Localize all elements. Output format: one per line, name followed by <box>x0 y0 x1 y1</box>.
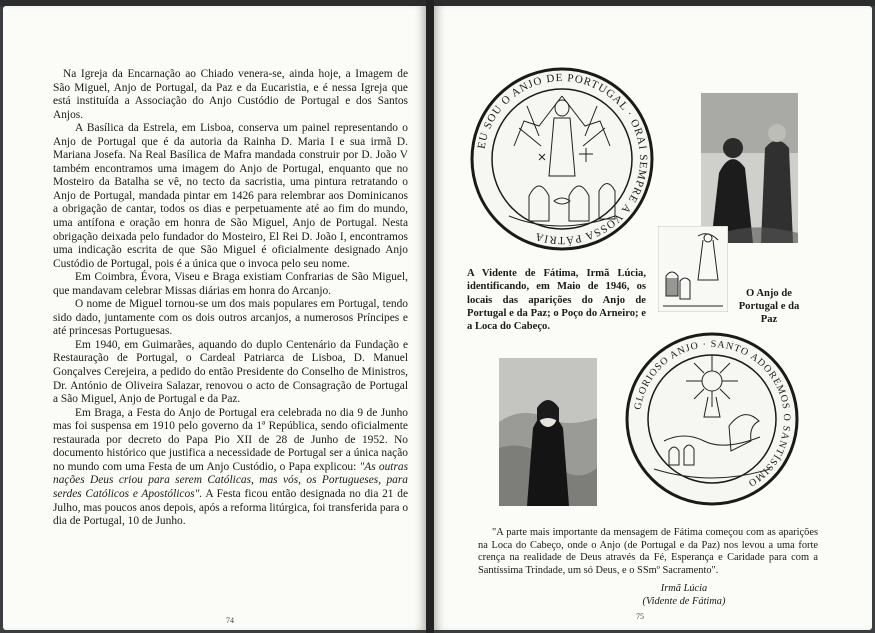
medal-bottom-ring-text: GLORIOSO ANJO · SANTO ADOREMOS O SANTÍSSIMO <box>632 338 793 489</box>
paragraph: Em 1940, em Guimarães, aquando do duplo Centenário da Fundação e Restauração de Portugal, o Cardeal Patriarca de Lisboa, D. Manuel Gonçalves Cerejeira, a pedido do então Presidente do Conselho de Ministros, Dr. António de Oliveira Salazar, renovou o acto de Consagração de Portugal a São Miguel, Anjo de Portugal e da Paz. <box>53 338 408 406</box>
paragraph: A Basílica da Estrela, em Lisboa, conserva um painel representando o Anjo de Portugal que é da autoria da Rainha D. Maria I e sua irmã D. Mariana Josefa. Na Real Basílica de Mafra mandada construir por D. João V também encontramos uma imagem do Anjo de Portugal, enquanto que no Mosteiro da Batalha se vê, no tecto da sacristia, uma pintura retratando o Anjo de Portugal, mandada pintar em 1426 para relembrar aos Dominicanos a obrigação de cantar, todos os dias e perpetuamente até ao fim do mundo, uma antífona e oração em honra de São Miguel, Anjo de Portugal. Nesta obrigação deixada pelo fundador do Mosteiro, El Rei D. João I, encontramos uma indicação escrita de que São Miguel é oficialmente designado Anjo Custódio de Portugal, pois é a única que o invoca pelo seu nome. <box>53 122 408 270</box>
lucia-photo-1946-image <box>701 93 798 243</box>
paragraph: Na Igreja da Encarnação ao Chiado venera-se, ainda hoje, a Imagem de São Miguel, Anjo de Portugal, da Paz e da Eucaristia, e é nessa Igreja que está instituída a Associação do Anjo Custódio de Portugal e dos Santos Anjos. <box>53 68 408 121</box>
angel-children-drawing-image <box>658 226 728 312</box>
medal-top-ring-text: EU SOU O ANJO DE PORTUGAL · ORAI SEMPRE A VOSSA PÁTRIA <box>475 71 650 247</box>
right-page <box>434 6 872 630</box>
pope-quote: "As outras nações Deus criou para serem Católicas, mas vós, os Portugueses, para serdes Católicos e Apostólicos". <box>53 460 409 500</box>
left-page <box>3 6 426 630</box>
adoration-medal-image <box>624 331 800 507</box>
paragraph: O nome de Miguel tornou-se um dos mais populares em Portugal, tendo sido dado, juntamente com os dois outros arcanjos, a numerosos Príncipes e até princesas Portuguesas. <box>53 298 408 338</box>
lucia-loca-cabeco-photo-image <box>499 358 597 506</box>
quote-attribution-role: (Vidente de Fátima) <box>642 596 726 607</box>
left-body-text <box>53 68 408 529</box>
angel-side-caption: O Anjo de Portugal e da Paz <box>738 288 800 325</box>
paragraph-lead: Em Braga, a Festa do Anjo de Portugal era celebrada no dia 9 de Junho mas foi suspensa em 1910 pelo governo da 1ª República, sendo oficialmente restaurada por decreto do Papa Pio XII de 28 de Junho de 1952. No documento histórico que justifica a necessidade de Portugal ser a única nação no mundo com uma Festa de um Anjo Custódio, o Papa explicou: <box>53 406 408 473</box>
paragraph-with-quote <box>53 407 408 529</box>
page-number-left: 74 <box>226 616 234 625</box>
paragraph-tail: A Festa ficou então designada no dia 21 de Julho, mas poucos anos depois, após a reforma litúrgica, foi transferida para o dia de Portugal, 10 de Junho. <box>53 487 409 528</box>
angel-of-portugal-medal-image <box>469 66 655 252</box>
main-photo-caption: A Vidente de Fátima, Irmã Lúcia, identificando, em Maio de 1946, os locais das aparições do Anjo de Portugal e da Paz; o Poço do Arneiro; e a Loca do Cabeço. <box>467 268 646 333</box>
paragraph: Em Coimbra, Évora, Viseu e Braga existiam Confrarias de São Miguel, que mandavam celebrar Missas diárias em honra do Arcanjo. <box>53 271 408 297</box>
quote-attribution-name: Irmã Lúcia <box>660 583 708 594</box>
book-gutter <box>426 0 434 633</box>
lucia-quote <box>478 527 818 577</box>
page-number-right: 75 <box>636 612 644 621</box>
quote-text: "A parte mais importante da mensagem de Fátima começou com as aparições na Loca do Cabeço, onde o Anjo (de Portugal e da Paz) nos levou a uma forte crença na realidade de Deus através da Fé, Esperança e Caridade para com a Santíssima Trindade, um só Deus, e o SSmº Sacramento". <box>478 527 818 576</box>
